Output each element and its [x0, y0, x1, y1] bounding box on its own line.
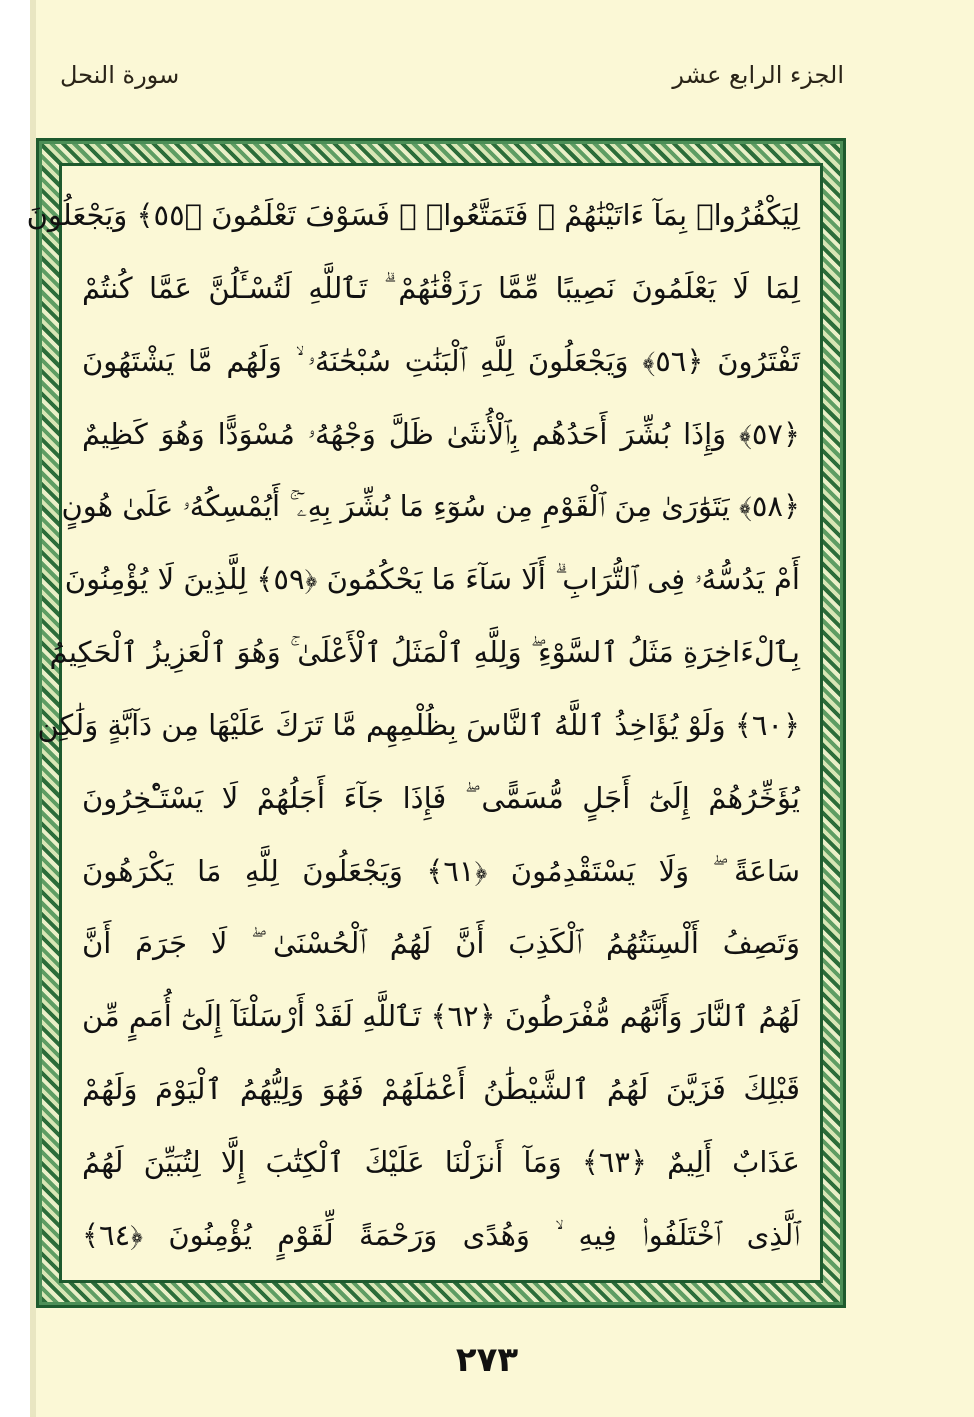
text-line-9: يُؤَخِّرُهُمْ إِلَىٰٓ أَجَلٍ مُّسَمًّى ۖ فَإِذَا جَآءَ أَجَلُهُمْ لَا يَسْتَـْٔخِرُونَ	[82, 780, 800, 815]
text-line-1: لِيَكْفُرُوا۟ بِمَآ ءَاتَيْنَٰهُمْ ۚ فَتَمَتَّعُوا۟ ۖ فَسَوْفَ تَعْلَمُونَ ﴿٥٥﴾ وَيَجْعَلُونَ	[26, 198, 800, 232]
text-line-6: أَمْ يَدُسُّهُۥ فِى ٱلتُّرَابِ ۗ أَلَا سَآءَ مَا يَحْكُمُونَ ﴿٥٩﴾ لِلَّذِينَ لَا يُؤْمِنُونَ	[64, 562, 800, 597]
text-line-3: تَفْتَرُونَ ﴿٥٦﴾ وَيَجْعَلُونَ لِلَّهِ ٱلْبَنَٰتِ سُبْحَٰنَهُۥ ۙ وَلَهُم مَّا يَشْتَهُونَ	[82, 343, 800, 378]
text-line-14: عَذَابٌ أَلِيمٌ ﴿٦٣﴾ وَمَآ أَنزَلْنَا عَلَيْكَ ٱلْكِتَٰبَ إِلَّا لِتُبَيِّنَ لَهُمُ	[82, 1144, 800, 1179]
surah-name-header: سورة النحل	[60, 61, 180, 89]
text-line-11: وَتَصِفُ أَلْسِنَتُهُمُ ٱلْكَذِبَ أَنَّ لَهُمُ ٱلْحُسْنَىٰ ۖ لَا جَرَمَ أَنَّ	[82, 926, 800, 961]
ornamental-frame	[26, 138, 846, 1308]
quran-text	[26, 186, 800, 1264]
text-line-13: قَبْلِكَ فَزَيَّنَ لَهُمُ ٱلشَّيْطَٰنُ أَعْمَٰلَهُمْ فَهُوَ وَلِيُّهُمُ ٱلْيَوْمَ وَلَهُمْ	[82, 1072, 800, 1107]
text-line-10: سَاعَةً ۖ وَلَا يَسْتَقْدِمُونَ ﴿٦١﴾ وَيَجْعَلُونَ لِلَّهِ مَا يَكْرَهُونَ	[82, 853, 800, 888]
text-panel	[26, 163, 823, 1283]
text-line-7: بِٱلْءَاخِرَةِ مَثَلُ ٱلسَّوْءِ ۖ وَلِلَّهِ ٱلْمَثَلُ ٱلْأَعْلَىٰ ۚ وَهُوَ ٱلْعَزِيزُ ٱلْحَكِيمُ	[49, 635, 800, 670]
text-line-4: ﴿٥٧﴾ وَإِذَا بُشِّرَ أَحَدُهُم بِٱلْأُنثَىٰ ظَلَّ وَجْهُهُۥ مُسْوَدًّا وَهُوَ كَظِيمٌ	[82, 416, 800, 451]
text-line-2: لِمَا لَا يَعْلَمُونَ نَصِيبًا مِّمَّا رَزَقْنَٰهُمْ ۗ تَٱللَّهِ لَتُسْـَٔلُنَّ عَمَّا كُنتُمْ	[82, 270, 800, 305]
text-line-8: ﴿٦٠﴾ وَلَوْ يُؤَاخِذُ ٱللَّهُ ٱلنَّاسَ بِظُلْمِهِم مَّا تَرَكَ عَلَيْهَا مِن دَآبَّةٍ وَلَٰكِن	[37, 707, 800, 742]
page-header	[30, 55, 974, 105]
text-line-15: ٱلَّذِى ٱخْتَلَفُوا۟ فِيهِ ۙ وَهُدًى وَرَحْمَةً لِّقَوْمٍ يُؤْمِنُونَ ﴿٦٤﴾	[82, 1217, 800, 1252]
scan-margin	[0, 0, 30, 1417]
juz-header: الجزء الرابع عشر	[672, 61, 844, 89]
page-number: ٢٧٣	[455, 1340, 519, 1380]
text-line-5: ﴿٥٨﴾ يَتَوَٰرَىٰ مِنَ ٱلْقَوْمِ مِن سُوٓءِ مَا بُشِّرَ بِهِۦٓ ۚ أَيُمْسِكُهُۥ عَلَىٰ هُونٍ	[61, 489, 800, 524]
text-line-12: لَهُمُ ٱلنَّارَ وَأَنَّهُم مُّفْرَطُونَ ﴿٦٢﴾ تَٱللَّهِ لَقَدْ أَرْسَلْنَآ إِلَىٰٓ أُمَمٍ مِّن	[82, 999, 800, 1034]
